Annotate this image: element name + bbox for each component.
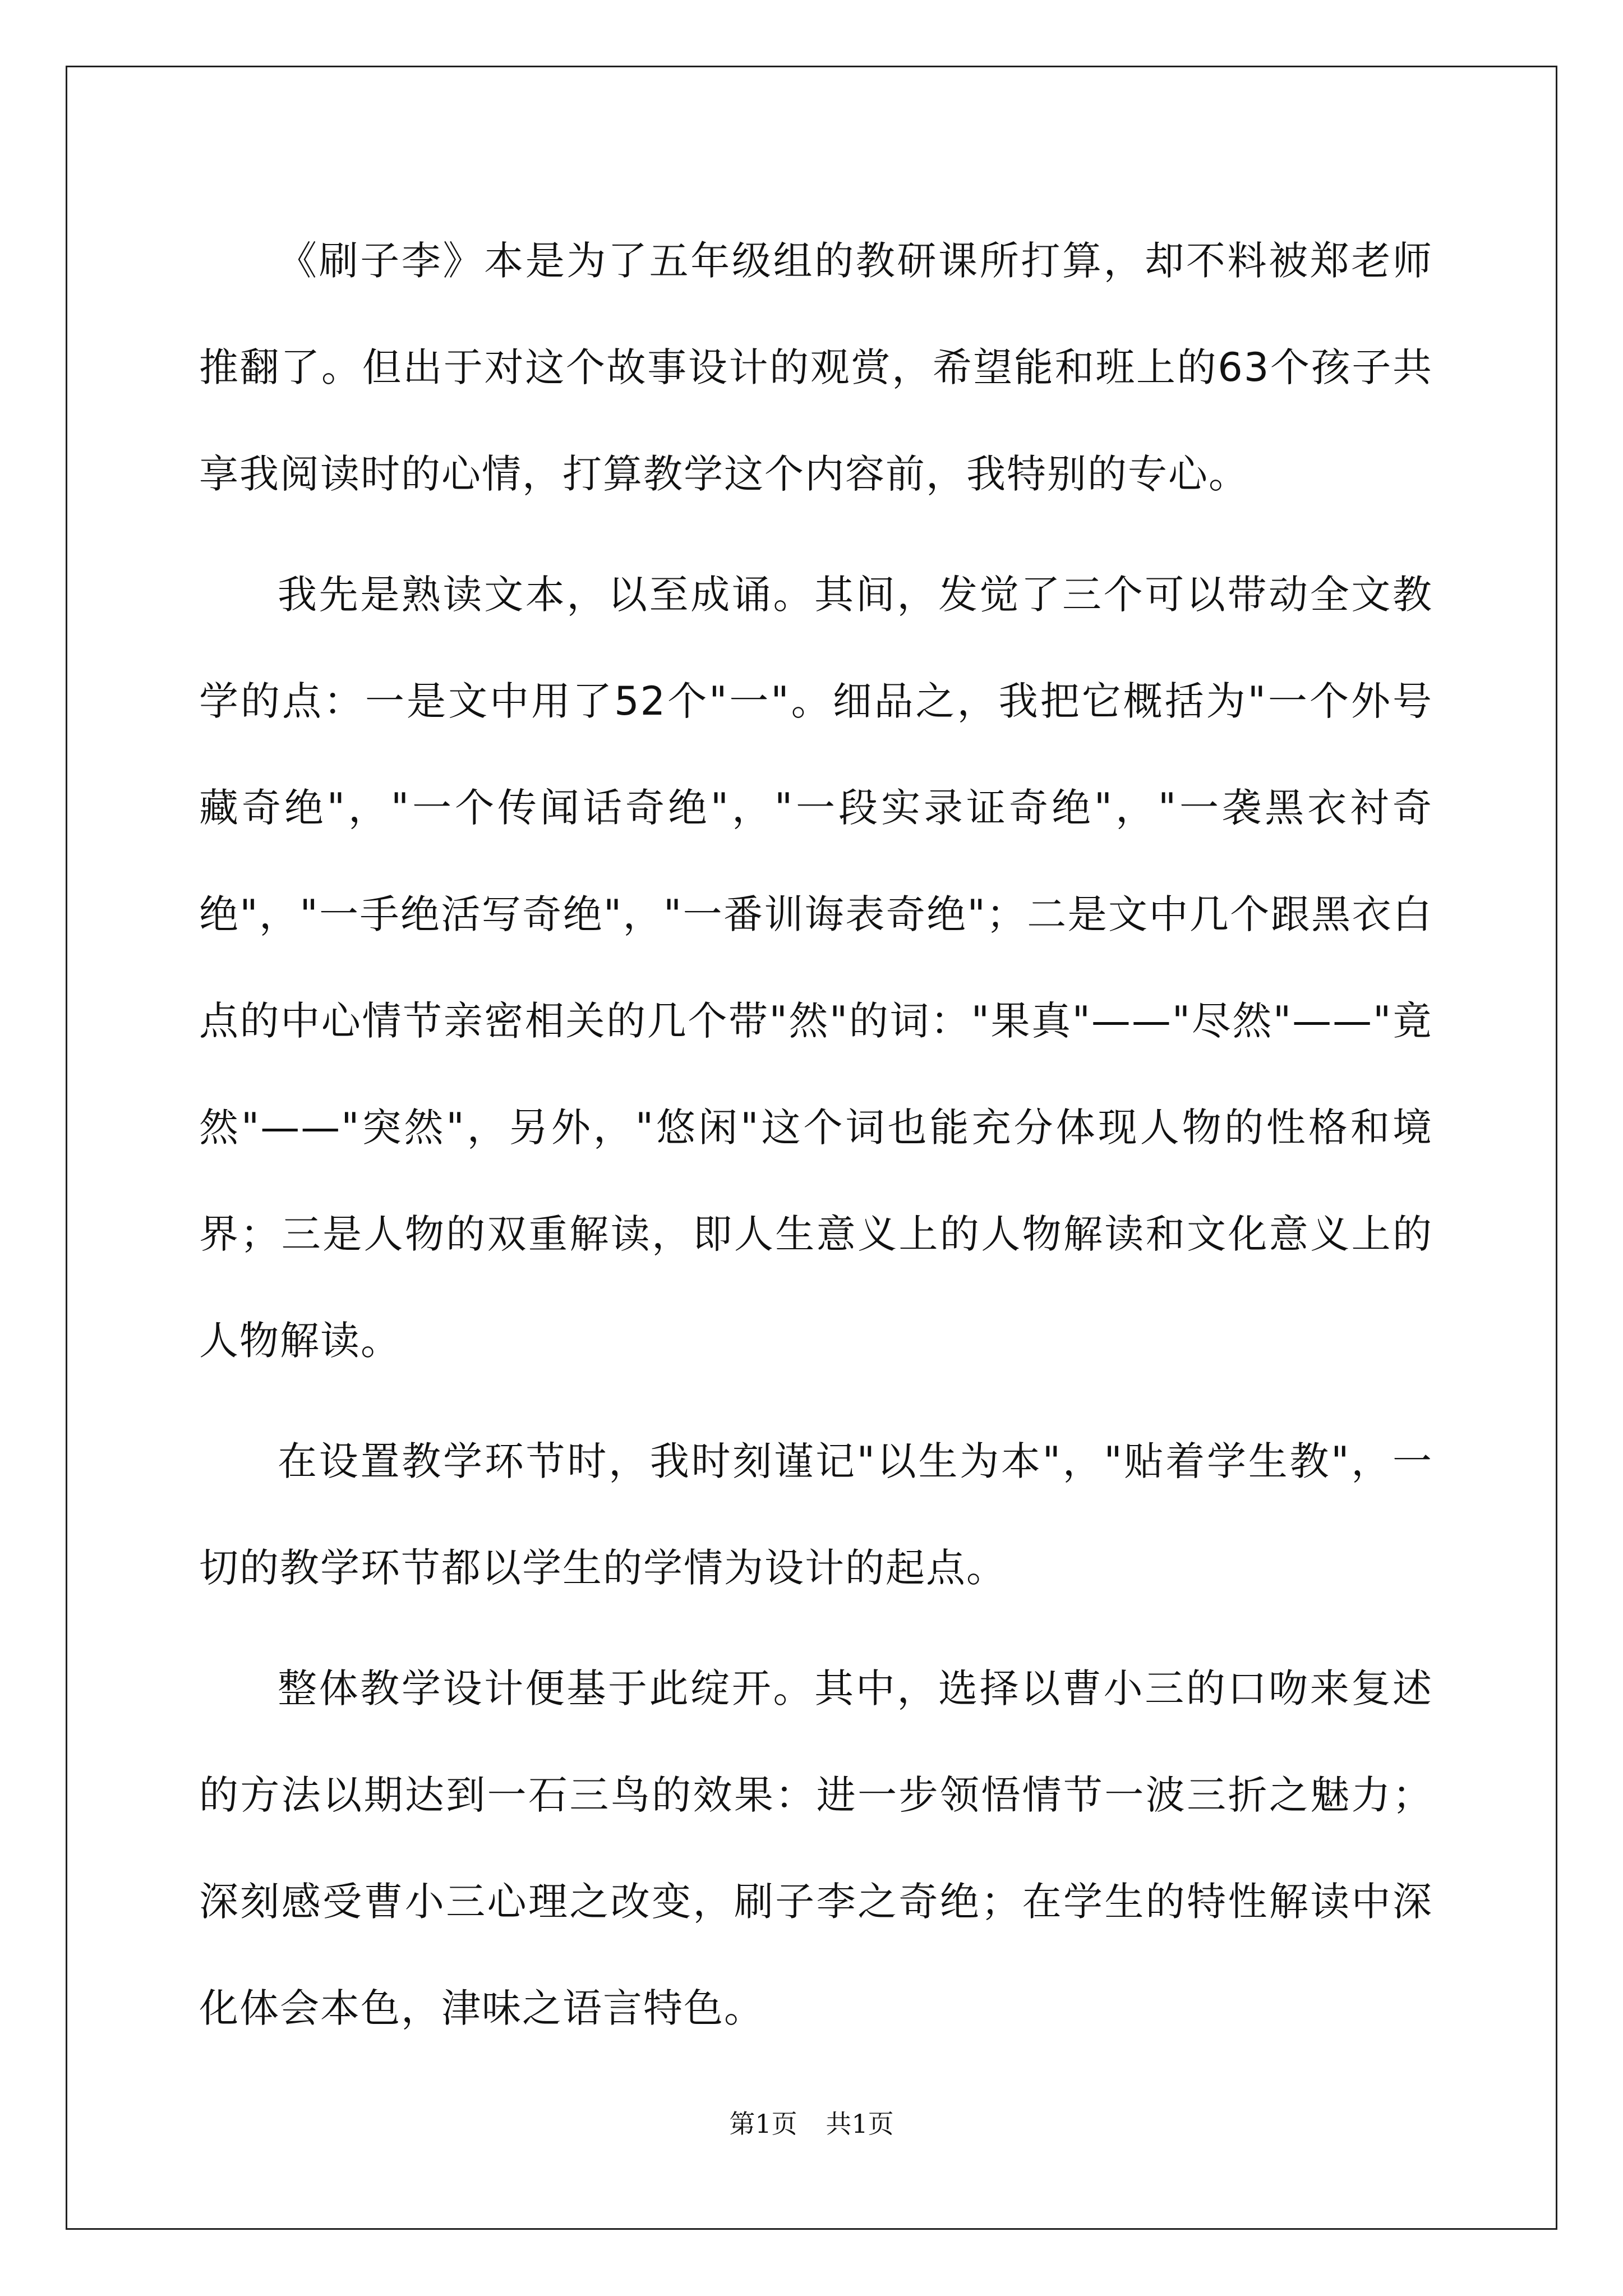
document-body [199,208,1433,2076]
page-total: 共1页 [826,2109,894,2139]
page-footer [0,2104,1623,2141]
paragraph-2: 我先是熟读文本，以至成诵。其间，发觉了三个可以带动全文教学的点：一是文中用了52个"一"。细品之，我把它概括为"一个外号藏奇绝"，"一个传闻话奇绝"，"一段实录证奇绝"，"一袭黑衣衬奇绝"，"一手绝活写奇绝"，"一番训诲表奇绝"；二是文中几个跟黑衣白点的中心情节亲密相关的几个带"然"的词："果真"——"尽然"——"竟然"——"突然"，另外，"悠闲"这个词也能充分体现人物的性格和境界；三是人物的双重解读，即人生意义上的人物解读和文化意义上的人物解读。 [199,572,1433,1364]
paragraph-1: 《刷子李》本是为了五年级组的教研课所打算，却不料被郑老师推翻了。但出于对这个故事设计的观赏，希望能和班上的63个孩子共享我阅读时的心情，打算教学这个内容前，我特别的专心。 [199,238,1433,497]
paragraph-3: 在设置教学环节时，我时刻谨记"以生为本"，"贴着学生教"，一切的教学环节都以学生的学情为设计的起点。 [199,1438,1433,1591]
page-number: 第1页 [729,2109,797,2139]
paragraph-4: 整体教学设计便基于此绽开。其中，选择以曹小三的口吻来复述的方法以期达到一石三鸟的效果：进一步领悟情节一波三折之魅力；深刻感受曹小三心理之改变，刷子李之奇绝；在学生的特性解读中深化体会本色，津味之语言特色。 [199,1665,1433,2031]
